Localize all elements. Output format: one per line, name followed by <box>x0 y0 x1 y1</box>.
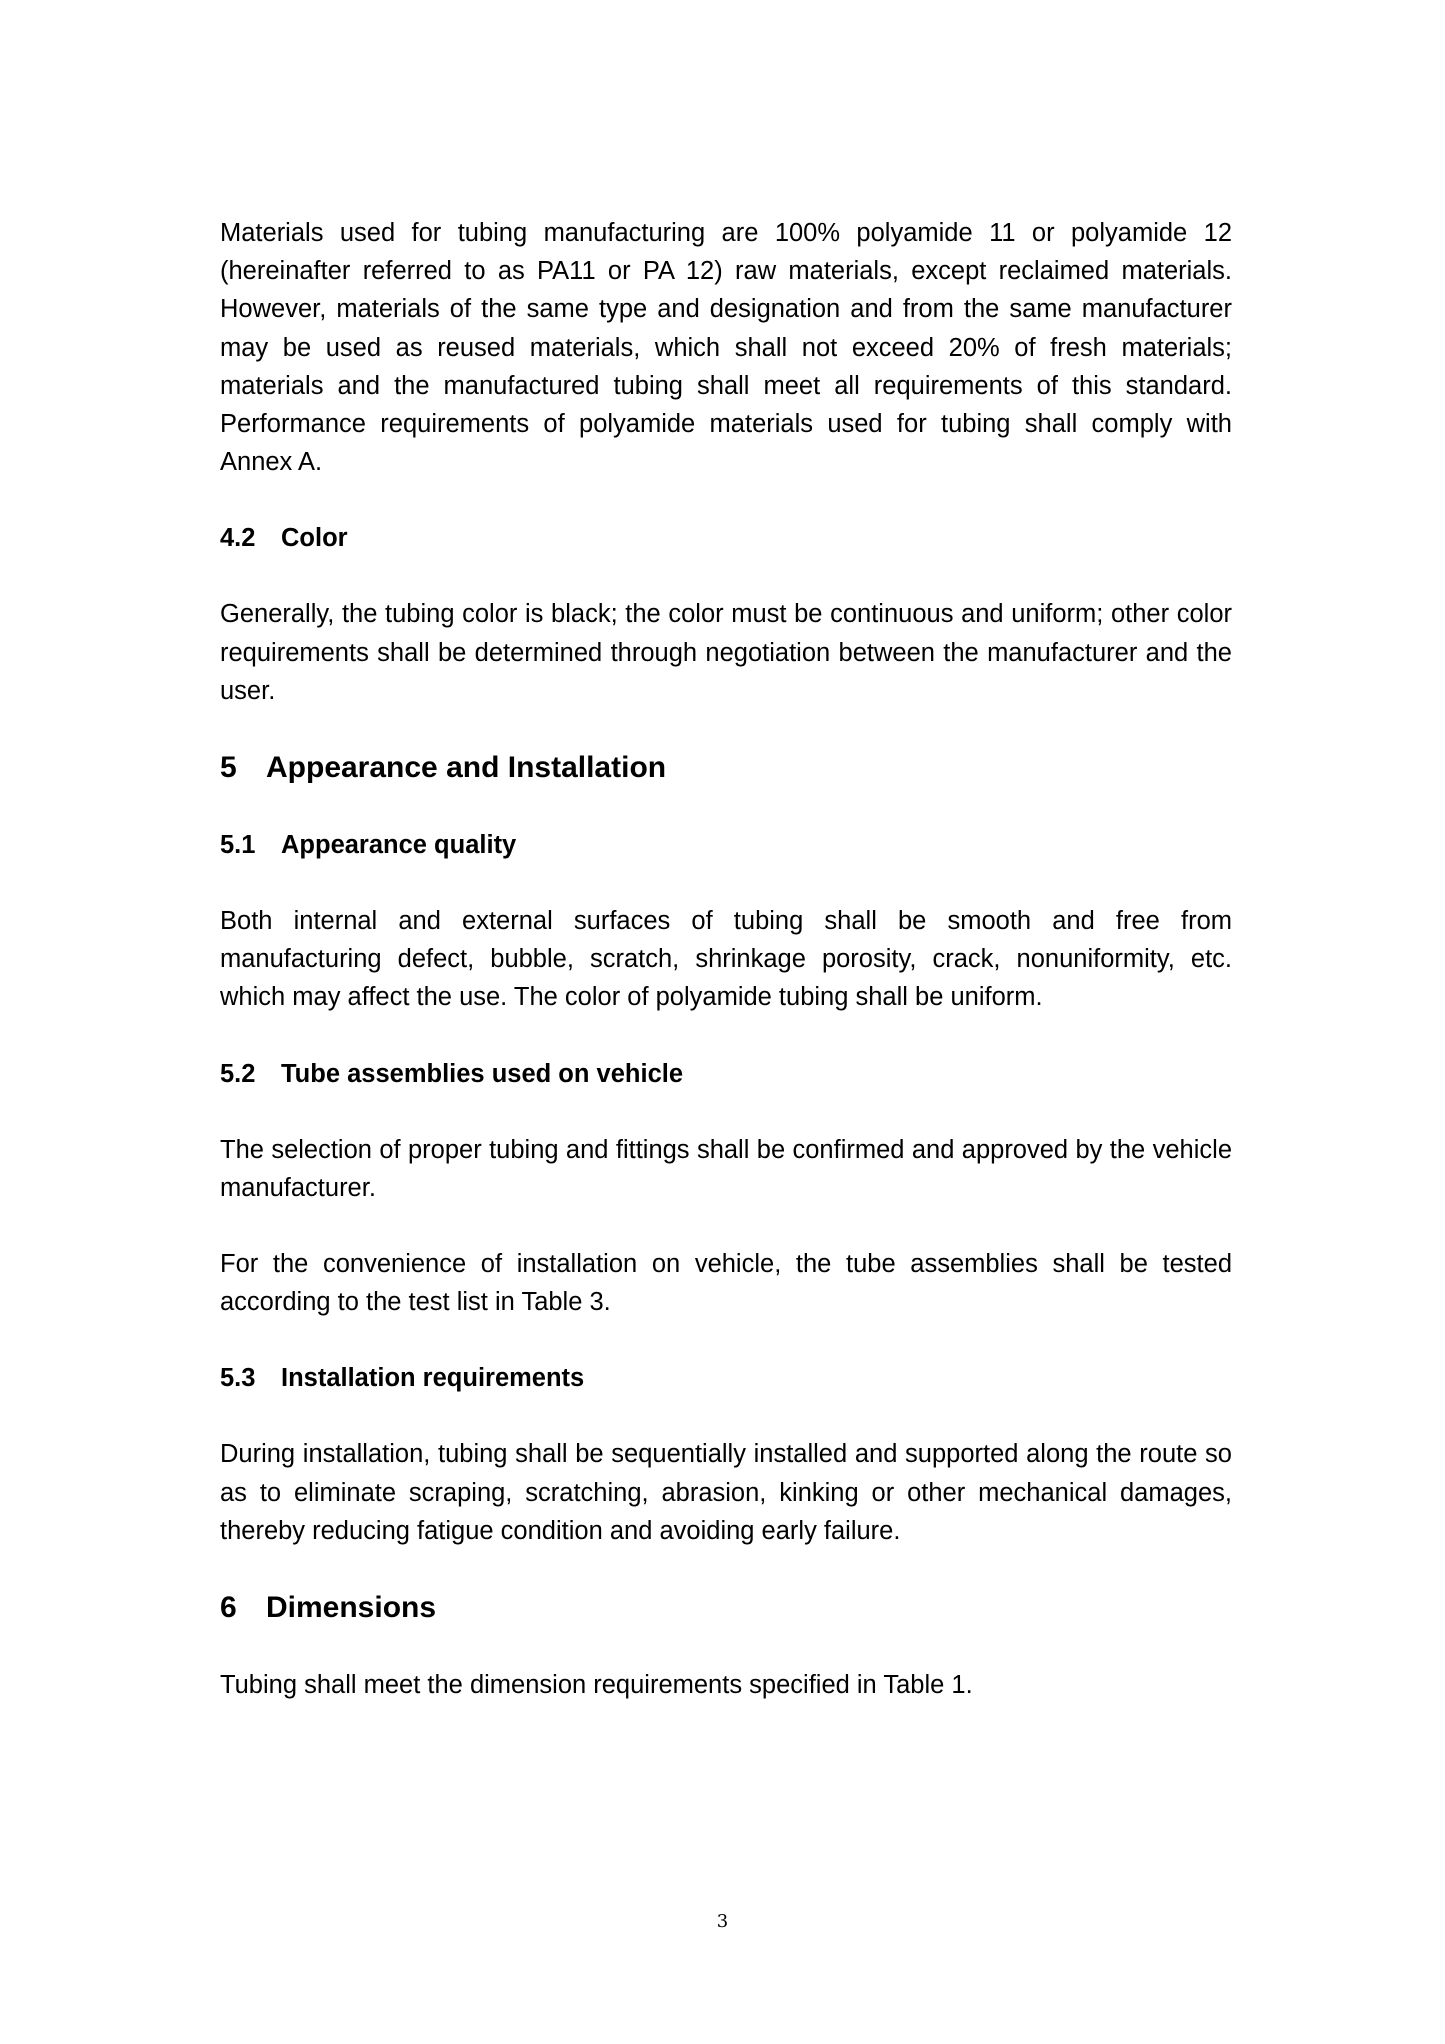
section-number: 5.3 <box>220 1364 256 1393</box>
section-title: Appearance and Installation <box>266 751 667 785</box>
materials-paragraph: Materials used for tubing manufacturing are 100% polyamide 11 or polyamide 12 (hereinafter referred to as PA11 or PA 12) raw materials, except reclaimed materials. However, materials of the same type and designation and from the same manufacturer may be used as reused materials, which shall not exceed 20% of fresh materials; materials and the manufactured tubing shall meet all requirements of this standard. Performance requirements of polyamide materials used for tubing shall comply with Annex A. <box>220 219 1232 477</box>
tube-assemblies-paragraph-1: The selection of proper tubing and fittings shall be confirmed and approved by the vehicle manufacturer. <box>220 1135 1232 1202</box>
section-number: 5.1 <box>220 831 256 860</box>
document-page <box>220 214 1232 1704</box>
color-paragraph: Generally, the tubing color is black; the color must be continuous and uniform; other color requirements shall be determined through negotiation between the manufacturer and the user. <box>220 600 1232 705</box>
tube-assemblies-paragraph-2: For the convenience of installation on vehicle, the tube assemblies shall be tested according to the test list in Table 3. <box>220 1250 1232 1317</box>
section-number: 4.2 <box>220 524 256 553</box>
section-number: 5.2 <box>220 1059 256 1088</box>
appearance-quality-paragraph: Both internal and external surfaces of tubing shall be smooth and free from manufacturing defect, bubble, scratch, shrinkage porosity, crack, nonuniformity, etc. which may affect the use. The color of polyamide tubing shall be uniform. <box>220 907 1232 1012</box>
section-heading-5-3 <box>220 1359 1232 1397</box>
section-heading-5-2 <box>220 1055 1232 1093</box>
section-heading-5-1 <box>220 826 1232 864</box>
section-heading-6 <box>220 1588 1232 1628</box>
section-number: 6 <box>220 1591 237 1625</box>
section-title: Appearance quality <box>281 831 517 860</box>
section-title: Color <box>281 524 348 553</box>
dimensions-paragraph: Tubing shall meet the dimension requirements specified in Table 1. <box>220 1671 973 1700</box>
section-number: 5 <box>220 751 237 785</box>
section-title: Dimensions <box>266 1591 437 1625</box>
page-number: 3 <box>716 1911 729 1932</box>
section-title: Tube assemblies used on vehicle <box>281 1059 684 1088</box>
section-heading-5 <box>220 748 1232 788</box>
section-heading-4-2 <box>220 519 1232 557</box>
section-title: Installation requirements <box>281 1364 585 1393</box>
installation-paragraph: During installation, tubing shall be sequentially installed and supported along the route so as to eliminate scraping, scratching, abrasion, kinking or other mechanical damages, thereby reducing fatigue condition and avoiding early failure. <box>220 1440 1232 1545</box>
